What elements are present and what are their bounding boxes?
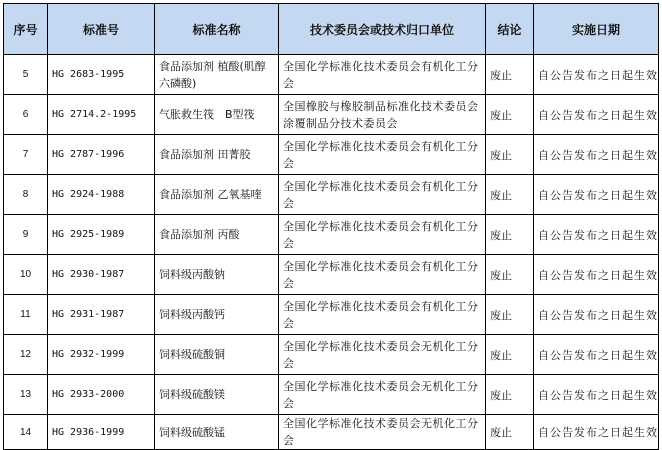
standard-name-cell: 饲料级丙酸钙 xyxy=(155,295,279,335)
row-number-cell: 7 xyxy=(4,135,48,175)
header-no: 序号 xyxy=(4,4,48,55)
table-row xyxy=(4,415,659,450)
standard-code-cell: HG 2714.2-1995 xyxy=(48,95,155,135)
standard-name-cell: 食品添加剂 植酸(肌醇六磷酸) xyxy=(155,55,279,95)
standard-name-cell: 饲料级硫酸铜 xyxy=(155,335,279,375)
header-name: 标准名称 xyxy=(155,4,279,55)
committee-unit-cell: 全国化学标准化技术委员会有机化工分会 xyxy=(279,135,486,175)
committee-unit-cell: 全国化学标准化技术委员会无机化工分会 xyxy=(279,375,486,415)
standard-code-cell: HG 2787-1996 xyxy=(48,135,155,175)
table-row xyxy=(4,95,659,135)
table-row xyxy=(4,135,659,175)
table-row xyxy=(4,375,659,415)
table-header xyxy=(4,4,659,55)
standard-code-cell: HG 2925-1989 xyxy=(48,215,155,255)
conclusion-cell: 废止 xyxy=(486,255,534,295)
conclusion-cell: 废止 xyxy=(486,295,534,335)
table-row xyxy=(4,255,659,295)
row-number-cell: 12 xyxy=(4,335,48,375)
header-date: 实施日期 xyxy=(534,4,659,55)
standard-name-cell: 饲料级硫酸镁 xyxy=(155,375,279,415)
standard-code-cell: HG 2931-1987 xyxy=(48,295,155,335)
table-row xyxy=(4,215,659,255)
standard-name-cell: 气胀救生筏 B型筏 xyxy=(155,95,279,135)
effective-date-cell: 自公告发布之日起生效 xyxy=(534,55,659,95)
standard-name-cell: 饲料级硫酸锰 xyxy=(155,415,279,450)
effective-date-cell: 自公告发布之日起生效 xyxy=(534,295,659,335)
row-number-cell: 11 xyxy=(4,295,48,335)
conclusion-cell: 废止 xyxy=(486,215,534,255)
row-number-cell: 14 xyxy=(4,415,48,450)
effective-date-cell: 自公告发布之日起生效 xyxy=(534,175,659,215)
conclusion-cell: 废止 xyxy=(486,335,534,375)
table-row xyxy=(4,295,659,335)
conclusion-cell: 废止 xyxy=(486,375,534,415)
committee-unit-cell: 全国化学标准化技术委员会有机化工分会 xyxy=(279,215,486,255)
effective-date-cell: 自公告发布之日起生效 xyxy=(534,375,659,415)
standard-code-cell: HG 2936-1999 xyxy=(48,415,155,450)
table-row xyxy=(4,55,659,95)
standard-code-cell: HG 2683-1995 xyxy=(48,55,155,95)
committee-unit-cell: 全国橡胶与橡胶制品标准化技术委员会涂覆制品分技术委员会 xyxy=(279,95,486,135)
conclusion-cell: 废止 xyxy=(486,135,534,175)
committee-unit-cell: 全国化学标准化技术委员会无机化工分会 xyxy=(279,415,486,450)
table-row xyxy=(4,335,659,375)
committee-unit-cell: 全国化学标准化技术委员会有机化工分会 xyxy=(279,255,486,295)
standard-code-cell: HG 2930-1987 xyxy=(48,255,155,295)
committee-unit-cell: 全国化学标准化技术委员会有机化工分会 xyxy=(279,55,486,95)
row-number-cell: 9 xyxy=(4,215,48,255)
effective-date-cell: 自公告发布之日起生效 xyxy=(534,215,659,255)
committee-unit-cell: 全国化学标准化技术委员会无机化工分会 xyxy=(279,335,486,375)
row-number-cell: 13 xyxy=(4,375,48,415)
effective-date-cell: 自公告发布之日起生效 xyxy=(534,415,659,450)
effective-date-cell: 自公告发布之日起生效 xyxy=(534,135,659,175)
standard-code-cell: HG 2932-1999 xyxy=(48,335,155,375)
header-conclusion: 结论 xyxy=(486,4,534,55)
row-number-cell: 8 xyxy=(4,175,48,215)
row-number-cell: 10 xyxy=(4,255,48,295)
effective-date-cell: 自公告发布之日起生效 xyxy=(534,95,659,135)
conclusion-cell: 废止 xyxy=(486,175,534,215)
standards-table xyxy=(3,3,659,450)
standard-name-cell: 食品添加剂 乙氧基喹 xyxy=(155,175,279,215)
standard-name-cell: 食品添加剂 丙酸 xyxy=(155,215,279,255)
standard-name-cell: 食品添加剂 田菁胶 xyxy=(155,135,279,175)
standard-code-cell: HG 2933-2000 xyxy=(48,375,155,415)
conclusion-cell: 废止 xyxy=(486,415,534,450)
conclusion-cell: 废止 xyxy=(486,95,534,135)
row-number-cell: 6 xyxy=(4,95,48,135)
header-unit: 技术委员会或技术归口单位 xyxy=(279,4,486,55)
committee-unit-cell: 全国化学标准化技术委员会有机化工分会 xyxy=(279,175,486,215)
row-number-cell: 5 xyxy=(4,55,48,95)
effective-date-cell: 自公告发布之日起生效 xyxy=(534,335,659,375)
header-row xyxy=(4,4,659,55)
effective-date-cell: 自公告发布之日起生效 xyxy=(534,255,659,295)
conclusion-cell: 废止 xyxy=(486,55,534,95)
table-row xyxy=(4,175,659,215)
table-body xyxy=(4,55,659,450)
standard-name-cell: 饲料级丙酸钠 xyxy=(155,255,279,295)
standard-code-cell: HG 2924-1988 xyxy=(48,175,155,215)
header-code: 标准号 xyxy=(48,4,155,55)
committee-unit-cell: 全国化学标准化技术委员会有机化工分会 xyxy=(279,295,486,335)
